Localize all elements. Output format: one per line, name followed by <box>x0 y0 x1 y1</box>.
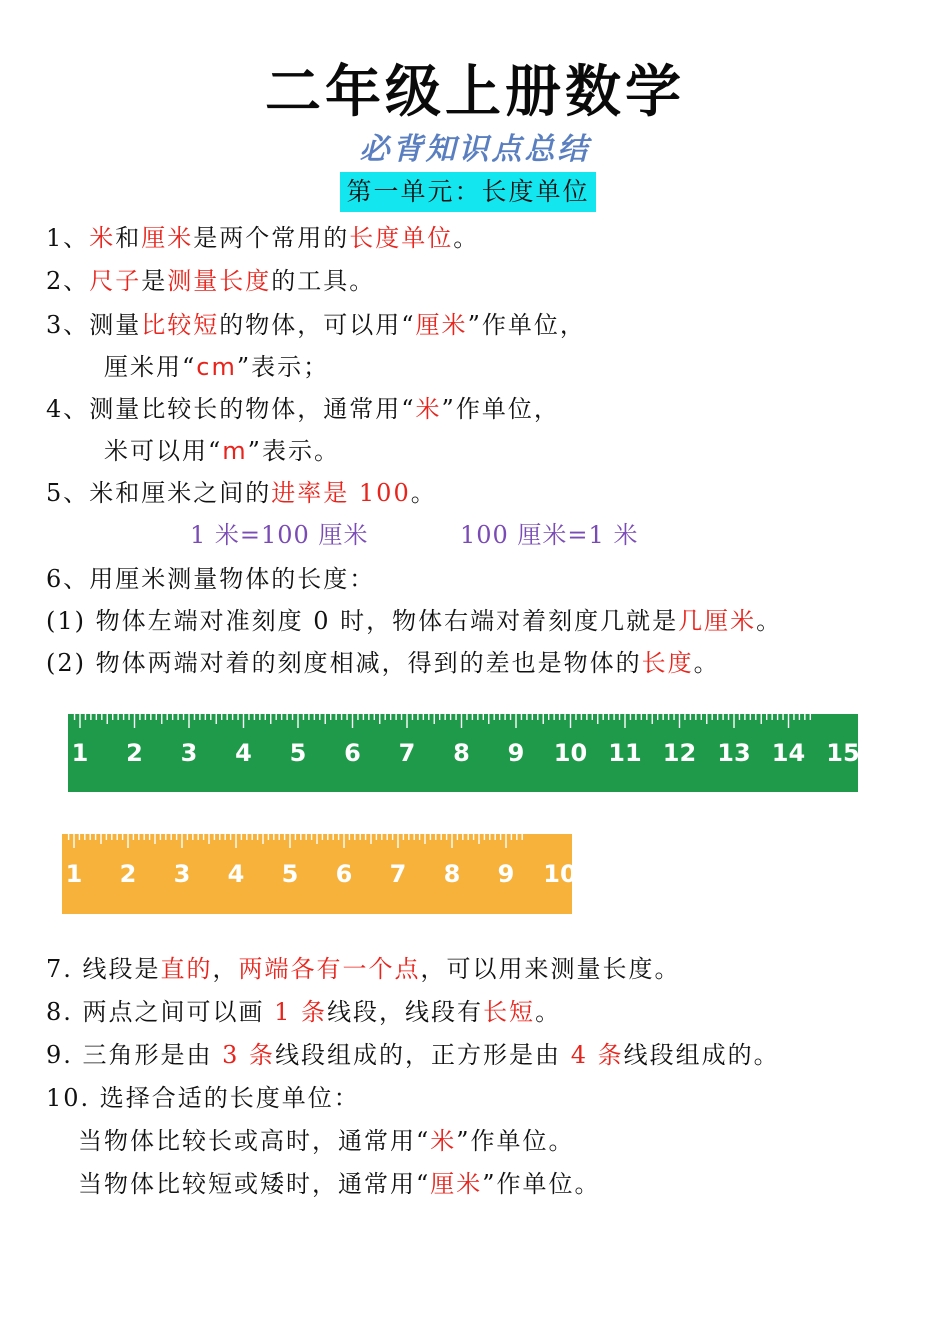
ruler-label: 7 <box>389 860 407 888</box>
ruler-body <box>62 834 572 914</box>
page-subtitle: 必背知识点总结 <box>359 132 591 167</box>
ruler-label: 9 <box>497 860 515 888</box>
ruler-label: 2 <box>126 739 143 767</box>
ruler-label: 5 <box>289 739 307 767</box>
ruler-label: 10 <box>553 739 588 767</box>
orange-ruler <box>62 834 577 914</box>
item-8: 8. 两点之间可以画 1 条线段，线段有长短。 <box>46 998 562 1026</box>
ruler-label: 4 <box>227 860 245 888</box>
ruler-label: 1 <box>65 860 83 888</box>
item-4: 4、测量比较长的物体，通常用“米”作单位， <box>46 395 560 423</box>
page-title: 二年级上册数学 <box>265 60 685 125</box>
unit-heading: 第一单元：长度单位 <box>340 172 596 212</box>
ruler-label: 6 <box>344 739 361 767</box>
ruler-label: 3 <box>173 860 191 888</box>
item-2: 2、尺子是测量长度的工具。 <box>46 267 376 295</box>
item-6-1: (1) 物体左端对准刻度 0 时，物体右端对着刻度几就是几厘米。 <box>46 607 783 635</box>
item-10-long: 当物体比较长或高时，通常用“米”作单位。 <box>78 1127 575 1155</box>
ruler-label: 4 <box>235 739 252 767</box>
item-5: 5、米和厘米之间的进率是 100。 <box>46 479 437 507</box>
item-6: 6、用厘米测量物体的长度： <box>46 565 376 593</box>
ruler-label: 2 <box>119 860 137 888</box>
item-7: 7. 线段是直的，两端各有一个点，可以用来测量长度。 <box>46 955 681 983</box>
ruler-label: 12 <box>662 739 697 767</box>
item-10-short: 当物体比较短或矮时，通常用“厘米”作单位。 <box>78 1170 601 1198</box>
ruler-label: 9 <box>507 739 525 767</box>
ruler-label: 1 <box>71 739 89 767</box>
green-ruler <box>68 714 858 792</box>
ruler-label: 14 <box>771 739 806 767</box>
equation-1: 1 米=100 厘米 <box>190 521 369 549</box>
ruler-label: 7 <box>398 739 416 767</box>
item-3-note: 厘米用“cm”表示； <box>104 353 330 381</box>
item-9: 9. 三角形是由 3 条线段组成的，正方形是由 4 条线段组成的。 <box>46 1041 780 1069</box>
item-10: 10. 选择合适的长度单位： <box>46 1084 360 1112</box>
equation-2: 100 厘米=1 米 <box>460 521 639 549</box>
ruler-label: 15 <box>826 739 860 767</box>
ruler-label: 10 <box>543 860 577 888</box>
item-3: 3、测量比较短的物体，可以用“厘米”作单位， <box>46 311 586 339</box>
item-4-note: 米可以用“m”表示。 <box>104 437 340 465</box>
item-1: 1、米和厘米是两个常用的长度单位。 <box>46 224 480 252</box>
ruler-label: 8 <box>453 739 470 767</box>
ruler-label: 11 <box>608 739 642 767</box>
item-6-2: (2) 物体两端对着的刻度相减，得到的差也是物体的长度。 <box>46 649 720 677</box>
ruler-label: 3 <box>180 739 198 767</box>
ruler-label: 6 <box>335 860 353 888</box>
ruler-label: 5 <box>281 860 299 888</box>
ruler-label: 8 <box>443 860 461 888</box>
ruler-label: 13 <box>717 739 751 767</box>
